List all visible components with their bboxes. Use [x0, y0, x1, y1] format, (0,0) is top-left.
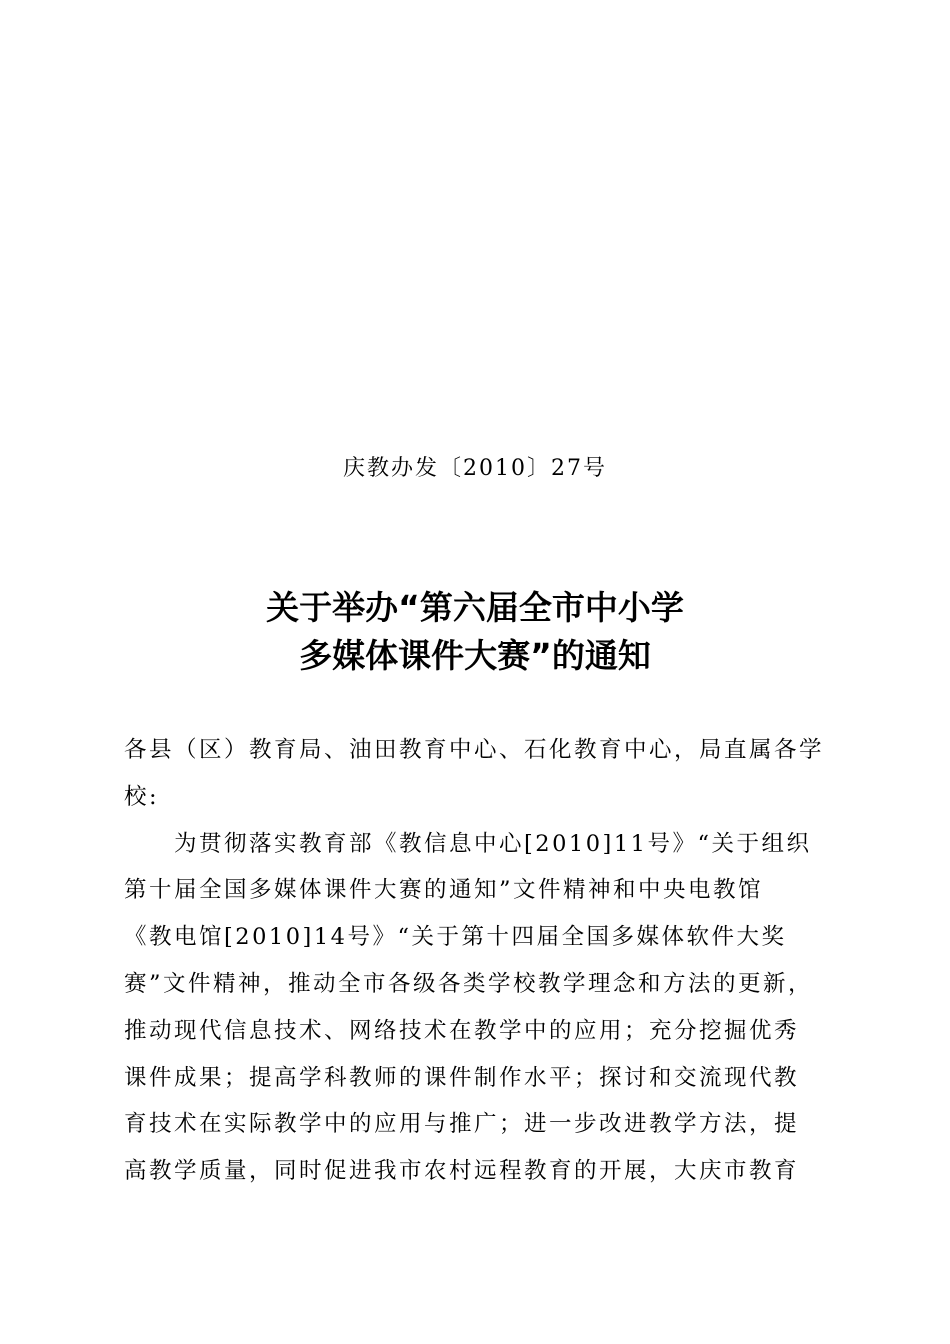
salutation-line-2: 校: — [124, 783, 160, 810]
paragraph-line-3: 《教电馆[2010]14号》“关于第十四届全国多媒体软件大奖 — [124, 924, 787, 951]
paragraph-line-8: 高教学质量，同时促进我市农村远程教育的开展，大庆市教育 — [124, 1158, 800, 1185]
paragraph-line-2: 第十届全国多媒体课件大赛的通知”文件精神和中央电教馆 — [124, 877, 764, 904]
paragraph-line-7: 育技术在实际教学中的应用与推广；进一步改进教学方法，提 — [124, 1111, 800, 1138]
title-line-2: 多媒体课件大赛”的通知 — [299, 636, 651, 675]
salutation-line-1: 各县（区）教育局、油田教育中心、石化教育中心，局直属各学 — [124, 737, 825, 763]
paragraph-line-6: 课件成果；提高学科教师的课件制作水平；探讨和交流现代教 — [124, 1064, 800, 1091]
paragraph-line-4: 赛”文件精神，推动全市各级各类学校教学理念和方法的更新， — [124, 970, 814, 997]
document-number: 庆教办发〔2010〕27号 — [343, 456, 607, 481]
paragraph-line-1: 为贯彻落实教育部《教信息中心[2010]11号》“关于组织 — [174, 830, 812, 857]
paragraph-line-5: 推动现代信息技术、网络技术在教学中的应用；充分挖掘优秀 — [124, 1017, 800, 1044]
title-line-1: 关于举办“第六届全市中小学 — [266, 588, 684, 627]
document-title — [0, 584, 950, 680]
document-body — [124, 727, 844, 1195]
